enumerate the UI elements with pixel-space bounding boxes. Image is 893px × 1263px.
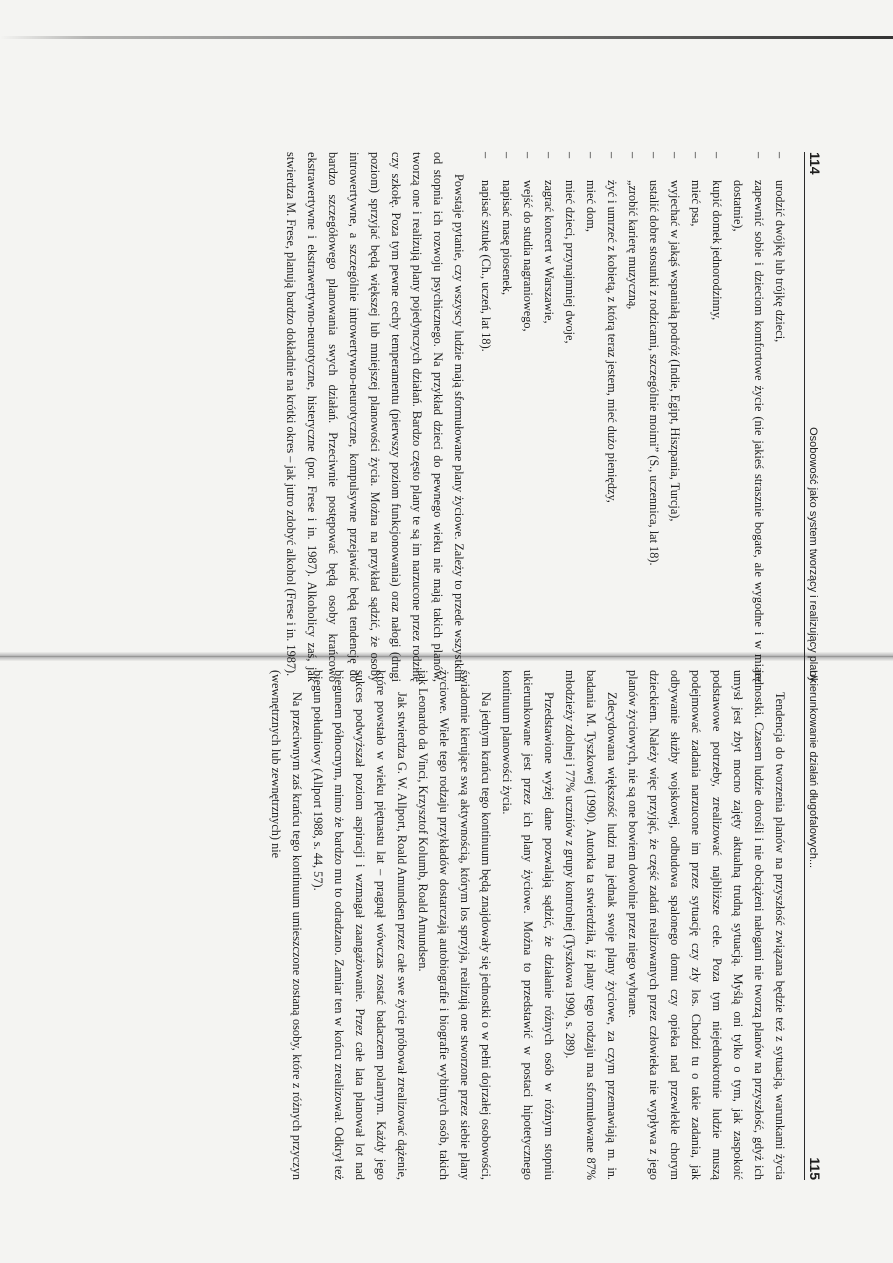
body-paragraph: Powstaje pytanie, czy wszyscy ludzie mają sformułowane plany życiowe. Zależy to przede wszystkim od stopnia ich rozwoju psychicznego. Na przykład dzieci do pewnego wieku nie mają takich planów, tworzą one i realizują plany pojedynczych działań. Bardzo często plany te są im narzucone przez rodzinę czy szkołę. Poza tym pewne cechy temperamentu (pierwszy poziom funkcjonowania) oraz nałogi (drugi poziom) sprzyjać będą większej lub mniejszej planowości życia. Można na przykład sądzić, że osoby introwertywne, a szczególnie introwertywno-neurotyczne, kompulsywne przejawiać będą tendencję do bardzo szczegółowego planowania swych działań. Przeciwnie postępować będą osoby krańcowo ekstrawertywne i ekstrawertywno-neurotyczne, histeryczne (por. Frese i in. 1987). Alkoholicy zaś, jak stwierdza M. Frese, planują bardzo dokładnie na krótki okres – jak jutro zdobyć alkohol (Frese i in. 1987).: [284, 152, 466, 682]
list-item: – zagrać koncert w Warszawie,: [538, 152, 559, 682]
list-item: – żyć i umrzeć z kobietą, z którą teraz jestem, mieć dużo pieniędzy,: [601, 152, 622, 682]
right-page: [43, 670, 823, 1180]
list-item: – zapewnić sobie i dzieciom komfortowe życie (nie jakieś strasznie bogate, ale wygodne i w miarę dostatnie),: [727, 152, 769, 682]
list-item: – urodzić dwójkę lub trójkę dzieci,: [769, 152, 790, 682]
page-number: 114: [807, 152, 823, 175]
scan-edge-line: [0, 36, 893, 39]
body-paragraph: Zdecydowana większość ludzi ma jednak swoje plany życiowe, za czym przemawiają m. in. badania M. Tyszkowej (1990). Autorka ta stwierdziła, iż plany tego rodzaju ma sformułowane 87% młodzieży zdolnej i 77% uczniów z grupy kontrolnej (Tyszkowa 1990, s. 289).: [563, 670, 619, 1180]
page-body: [265, 670, 790, 1180]
body-paragraph: Tendencja do tworzenia planów na przyszłość związana będzie też z sytuacją, warunkami życia jednostki. Czasem ludzie dorośli i nie obciążeni nałogami nie tworzą planów na przyszłość, gdyż ich umysł jest zbyt mocno zajęty aktualną trudną sytuacją. Myślą oni tylko o tym, jak zaspokoić podstawowe potrzeby, zrealizować najbliższe cele. Poza tym niejednokrotnie ludzie muszą podejmować zadania narzucone im przez sytuację czy zły los. Chodzi tu o takie zadania, jak odbywanie służby wojskowej, odbudowa spalonego domu czy opieka nad przewlekle chorym dzieckiem. Należy więc przyjąć, że część zadań realizowanych przez człowieka nie wypływa z jego planów życiowych, nie są one bowiem dowolnie przez niego wybrane.: [626, 670, 787, 1180]
list-item: – napisać sztukę (Ch., uczeń, lat 18).: [475, 152, 496, 682]
list-item: – ustalić dobre stosunki z rodzicami, szczególnie moimi” (S., uczennica, lat 18).: [643, 152, 664, 682]
running-head: [804, 670, 823, 1180]
body-paragraph: Przedstawione wyżej dane pozwalają sądzić, że działanie różnych osób w różnym stopniu ukierunkowane jest przez ich plany życiowe. Można to przedstawić w postaci hipotetycznego kontinuum planowości życia.: [500, 670, 556, 1180]
running-head-title: Ukierunkowanie działań długofalowych...: [807, 670, 819, 869]
left-page: [33, 152, 823, 682]
body-paragraph: Na przeciwnym zaś krańcu tego kontinuum umieszczone zostaną osoby, które z różnych przyczyn (wewnętrznych lub zewnętrznych) nie: [269, 670, 304, 1180]
list-item: – mieć psa,: [685, 152, 706, 682]
page-body: [280, 152, 790, 682]
body-paragraph: Jak stwierdza G. W. Allport, Roald Amundsen przez całe swe życie próbował zrealizować dążenie, które powstało w wieku piętnastu lat – pragnął wówczas zostać badaczem polarnym. Każdy jego sukces podwyższał poziom aspiracji i wzmagał zaangażowanie. Przez całe lata planował lot nad biegunem północnym, mimo że bardzo mu to odradzano. Zamiar ten w końcu zrealizował. Odkrył też biegun południowy (Allport 1988, s. 44, 57).: [311, 670, 409, 1180]
plans-list: [475, 152, 790, 682]
page-number: 115: [807, 1157, 823, 1180]
running-head: [804, 152, 823, 682]
running-head-title: Osobowość jako system tworzący i realizujący plany: [807, 427, 819, 682]
list-item: – „zrobić karierę muzyczną,: [622, 152, 643, 682]
list-item: – mieć dzieci, przynajmniej dwoje,: [559, 152, 580, 682]
body-paragraph: Na jednym krańcu tego kontinuum będą znajdowały się jednostki o w pełni dojrzałej osobowości, świadomie kierujące swą aktywnością, którym los sprzyja, realizują one stworzone przez siebie plany życiowe. Wiele tego rodzaju przykładów dostarczają autobiografie i biografie wybitnych osób, takich jak Leonardo da Vinci, Krzysztof Kolumb, Roald Amundsen.: [416, 670, 493, 1180]
list-item: – napisać masę piosenek,: [496, 152, 517, 682]
list-item: – wejść do studia nagraniowego,: [517, 152, 538, 682]
list-item: – kupić domek jednorodzinny,: [706, 152, 727, 682]
list-item: – mieć dom,: [580, 152, 601, 682]
list-item: – wyjechać w jakąś wspaniałą podróż (Indie, Egipt, Hiszpania, Turcja),: [664, 152, 685, 682]
